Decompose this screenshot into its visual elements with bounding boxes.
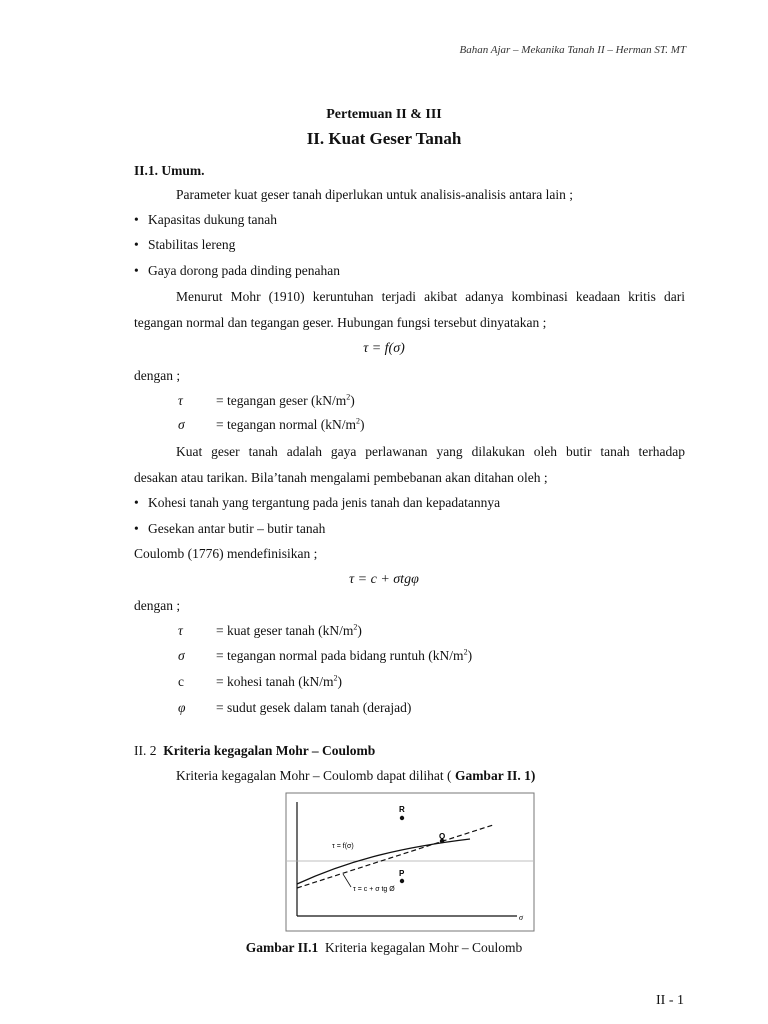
coulomb-line [297,825,493,888]
bullet-text: Gesekan antar butir – butir tanah [148,521,326,536]
bullet-item [134,237,235,253]
label-R: R [399,805,405,814]
def-symbol: τ [178,623,183,638]
bullet-item [134,263,340,279]
running-header: Bahan Ajar – Mekanika Tanah II – Herman ST. MT [459,44,686,56]
kriteria-intro: Kriteria kegagalan Mohr – Coulomb dapat dilihat ( Gambar II. 1) [176,768,536,783]
bullet-item [134,521,325,537]
mohr-coulomb-figure [285,792,535,932]
dengan-label: dengan ; [134,368,181,383]
meeting-title: Pertemuan II & III [326,107,442,122]
chapter-title: II. Kuat Geser Tanah [306,129,462,148]
def-text: = tegangan normal pada bidang runtuh $(kN/m^2)$ [216,647,473,663]
def-symbol: σ [178,417,185,432]
dengan-label: dengan ; [134,598,181,613]
bullet-item [134,212,277,228]
bullet-icon: • [134,237,139,252]
kuat-geser-line2: desakan atau tarikan. Bila’tanah mengalami pembebanan akan ditahan oleh ; [134,470,548,485]
bullet-icon: • [134,263,139,278]
bullet-text: Kohesi tanah yang tergantung pada jenis tanah dan kepadatannya [148,495,501,510]
intro-paragraph: Parameter kuat geser tanah diperlukan untuk analisis-analisis antara lain ; [176,187,573,202]
figure-frame [286,793,534,931]
section-heading-kriteria: II. 2 Kriteria kegagalan Mohr – Coulomb [134,743,376,758]
def-symbol: c [178,674,184,689]
point-P [400,879,404,883]
def-text: = tegangan normal $(kN/m^2)$ [216,416,365,432]
curve-label: τ = f(σ) [332,843,354,850]
point-R [400,816,404,820]
failure-envelope-curve [297,839,470,884]
figure-caption: Gambar II.1 Kriteria kegagalan Mohr – Coulomb [245,940,523,955]
def-text: = kohesi tanah $(kN/m^2)$ [216,673,342,689]
equation-coulomb: τ = c + σtgφ [349,572,419,587]
section-heading-umum: II.1. Umum. [134,163,205,178]
bullet-icon: • [134,495,139,510]
coulomb-line: Coulomb (1776) mendefinisikan ; [134,546,318,561]
def-symbol: σ [178,648,185,663]
bullet-text: Stabilitas lereng [148,237,236,252]
line-label: τ = c + σ tg Ø [353,886,395,893]
equation-mohr: τ = f(σ) [363,341,405,356]
def-symbol: τ [178,393,183,408]
bullet-icon: • [134,212,139,227]
bullet-text: Kapasitas dukung tanah [148,212,277,227]
label-P: P [399,869,405,878]
kuat-geser-line1: Kuat geser tanah adalah gaya perlawanan yang dilakukan oleh butir tanah terhadap [176,444,685,459]
def-text: = tegangan geser $(kN/m^2)$ [216,392,355,408]
bullet-icon: • [134,521,139,536]
mohr-paragraph-line1: Menurut Mohr (1910) keruntuhan terjadi akibat adanya kombinasi keadaan kritis dari [176,289,685,304]
label-Q: Q [439,832,446,841]
def-symbol: φ [178,700,186,715]
def-text: = kuat geser tanah $(kN/m^2)$ [216,622,362,638]
bullet-text: Gaya dorong pada dinding penahan [148,263,340,278]
def-text: = sudut gesek dalam tanah (derajad) [216,700,412,715]
bullet-item [134,495,500,511]
page-number: II - 1 [656,993,684,1008]
mohr-paragraph-line2: tegangan normal dan tegangan geser. Hubungan fungsi tersebut dinyatakan ; [134,315,547,330]
label-leader-line [343,874,351,887]
x-axis-label: σ [519,913,523,922]
